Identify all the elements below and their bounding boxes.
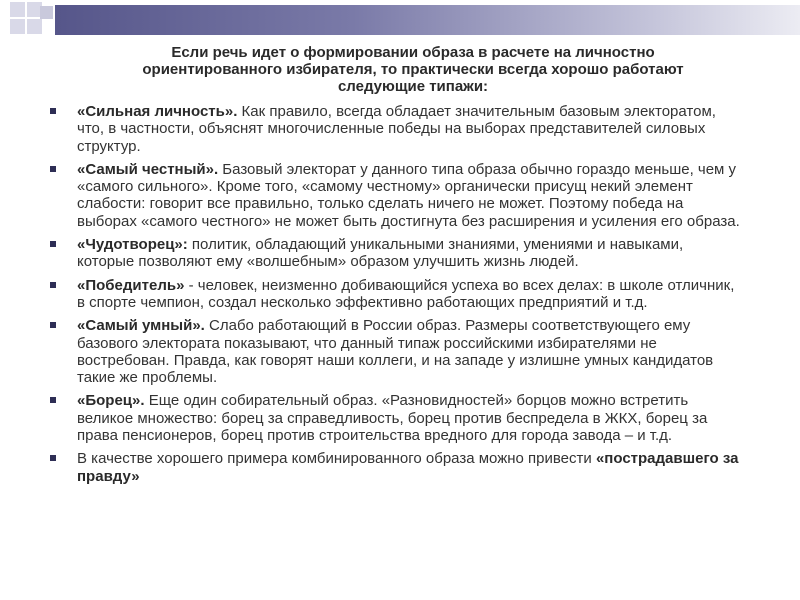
item-text: Еще один собирательный образ. «Разновидностей» борцов можно встретить великое множество: борец за справедливость, борец против беспредела в ЖКХ, борец за права пенсионеров, борец против строительства вредного для города завода – и т.д. — [77, 392, 708, 445]
list-item — [0, 236, 740, 271]
slide-heading — [82, 44, 744, 95]
item-term: «Самый умный». — [77, 317, 205, 335]
decor-square — [27, 19, 42, 34]
typology-list — [0, 103, 800, 491]
bullet-square-icon — [50, 455, 56, 461]
bullet-square-icon — [50, 108, 56, 114]
header-gradient-bar — [55, 5, 800, 35]
list-item — [0, 161, 740, 230]
item-term: «Сильная личность». — [77, 103, 238, 120]
item-text: политик, обладающий уникальными знаниями, умениями и навыками, которые позволяют ему «волшебным» образом улучшить жизнь людей. — [77, 236, 684, 271]
item-term: «Победитель» — [77, 276, 185, 294]
bullet-square-icon — [50, 282, 56, 288]
list-item — [0, 103, 740, 155]
item-text: Как правило, всегда обладает значительным базовым электоратом, что, в частности, объяснят многочисленные победы на выборах представителей силовых структур. — [77, 103, 716, 155]
list-item — [0, 450, 740, 485]
bullet-square-icon — [50, 397, 56, 403]
list-item — [0, 317, 740, 386]
item-term: «Чудотворец»: — [77, 236, 188, 254]
decor-square — [40, 6, 53, 19]
decor-square — [10, 2, 25, 17]
heading-line: ориентированного избирателя, то практически всегда хорошо работают — [142, 61, 684, 78]
header-decoration — [0, 0, 800, 44]
decor-square — [10, 19, 25, 34]
item-text: - человек, неизменно добивающийся успеха во всех делах: в школе отличник, в спорте чемпион, создал несколько эффективно работающих предприятий и т.д. — [77, 276, 735, 311]
list-item — [0, 392, 740, 444]
list-item — [0, 277, 740, 312]
heading-line: Если речь идет о формировании образа в расчете на личностно — [171, 44, 655, 61]
bullet-square-icon — [50, 166, 56, 172]
item-text: Базовый электорат у данного типа образа обычно гораздо меньше, чем у «самого сильного». Кроме того, «самому честному» органически присущ некий элемент слабости: говорит все правильно, только сделать ничего не может. Поэтому победа на выборах «самого честного» не может быть достигнута без расширения и усиления его образа. — [77, 160, 740, 230]
item-text: Слабо работающий в России образ. Размеры соответствующего ему базового электората показывают, что данный типаж российскими избирателями не востребован. Правда, как говорят наши коллеги, и на западе у излишне умных кандидатов такие же проблемы. — [77, 317, 714, 387]
item-term: «Борец». — [77, 392, 145, 410]
item-term: «Самый честный». — [77, 160, 219, 178]
heading-line: следующие типажи: — [337, 78, 489, 95]
bullet-square-icon — [50, 241, 56, 247]
item-term: «пострадавшего за правду» — [77, 450, 739, 485]
item-text: В качестве хорошего примера комбинированного образа можно привести — [77, 450, 596, 468]
bullet-square-icon — [50, 322, 56, 328]
